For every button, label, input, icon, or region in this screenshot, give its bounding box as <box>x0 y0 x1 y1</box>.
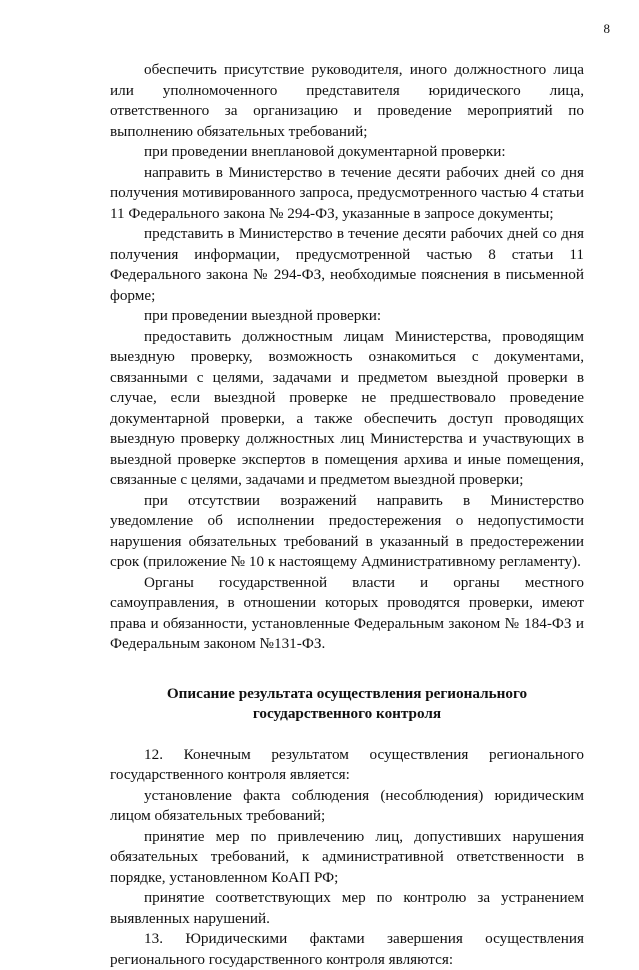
paragraph: установление факта соблюдения (несоблюдения) юридическим лицом обязательных требований; <box>110 786 584 824</box>
paragraph: представить в Министерство в течение десяти рабочих дней со дня получения информации, предусмотренной частью 8 статьи 11 Федерального закона № 294-ФЗ, необходимые пояснения в письменной форме; <box>110 225 584 304</box>
document-body <box>110 60 584 970</box>
spacer <box>110 655 584 684</box>
page-number: 8 <box>603 21 610 36</box>
paragraph: 13. Юридическими фактами завершения осуществления регионального государственного контроля являются: <box>110 930 584 968</box>
paragraph: при проведении внеплановой документарной проверки: <box>144 143 506 160</box>
paragraph: направить в Министерство в течение десяти рабочих дней со дня получения мотивированного запроса, предусмотренного частью 4 статьи 11 Федерального закона № 294-ФЗ, указанные в запросе документы; <box>110 163 584 222</box>
section-heading-line: Описание результата осуществления регионального <box>166 684 528 702</box>
section-heading-line: государственного контроля <box>252 704 442 722</box>
paragraph: Органы государственной власти и органы местного самоуправления, в отношении которых проводятся проверки, имеют права и обязанности, установленные Федеральным законом № 184-ФЗ и Федеральным законом №131-ФЗ. <box>110 573 584 652</box>
section-heading <box>110 684 584 724</box>
spacer <box>110 724 584 745</box>
paragraph: при проведении выездной проверки: <box>144 307 382 324</box>
paragraph: принятие соответствующих мер по контролю за устранением выявленных нарушений. <box>110 889 584 927</box>
paragraph: обеспечить присутствие руководителя, иного должностного лица или уполномоченного представителя юридического лица, ответственного за организацию и проведение мероприятий по выполнению обязательных требований; <box>110 61 584 140</box>
paragraph: предоставить должностным лицам Министерства, проводящим выездную проверку, возможность ознакомиться с документами, связанными с целями, задачами и предметом выездной проверки в случае, если выездной проверке не предшествовало проведение документарной проверки, а также обеспечить доступ проводящих выездную проверку должностных лиц Министерства и участвующих в выездной проверке экспертов в помещения архива и иные помещения, связанные с целями, задачами и предметом выездной проверки; <box>110 327 584 488</box>
paragraph: 12. Конечным результатом осуществления регионального государственного контроля является: <box>110 745 584 783</box>
paragraph: принятие мер по привлечению лиц, допустивших нарушения обязательных требований, к административной ответственности в порядке, установленном КоАП РФ; <box>110 827 584 886</box>
paragraph: при отсутствии возражений направить в Министерство уведомление об исполнении предостережения о недопустимости нарушения обязательных требований в указанный в предостережении срок (приложение № 10 к настоящему Административному регламенту). <box>110 491 584 570</box>
